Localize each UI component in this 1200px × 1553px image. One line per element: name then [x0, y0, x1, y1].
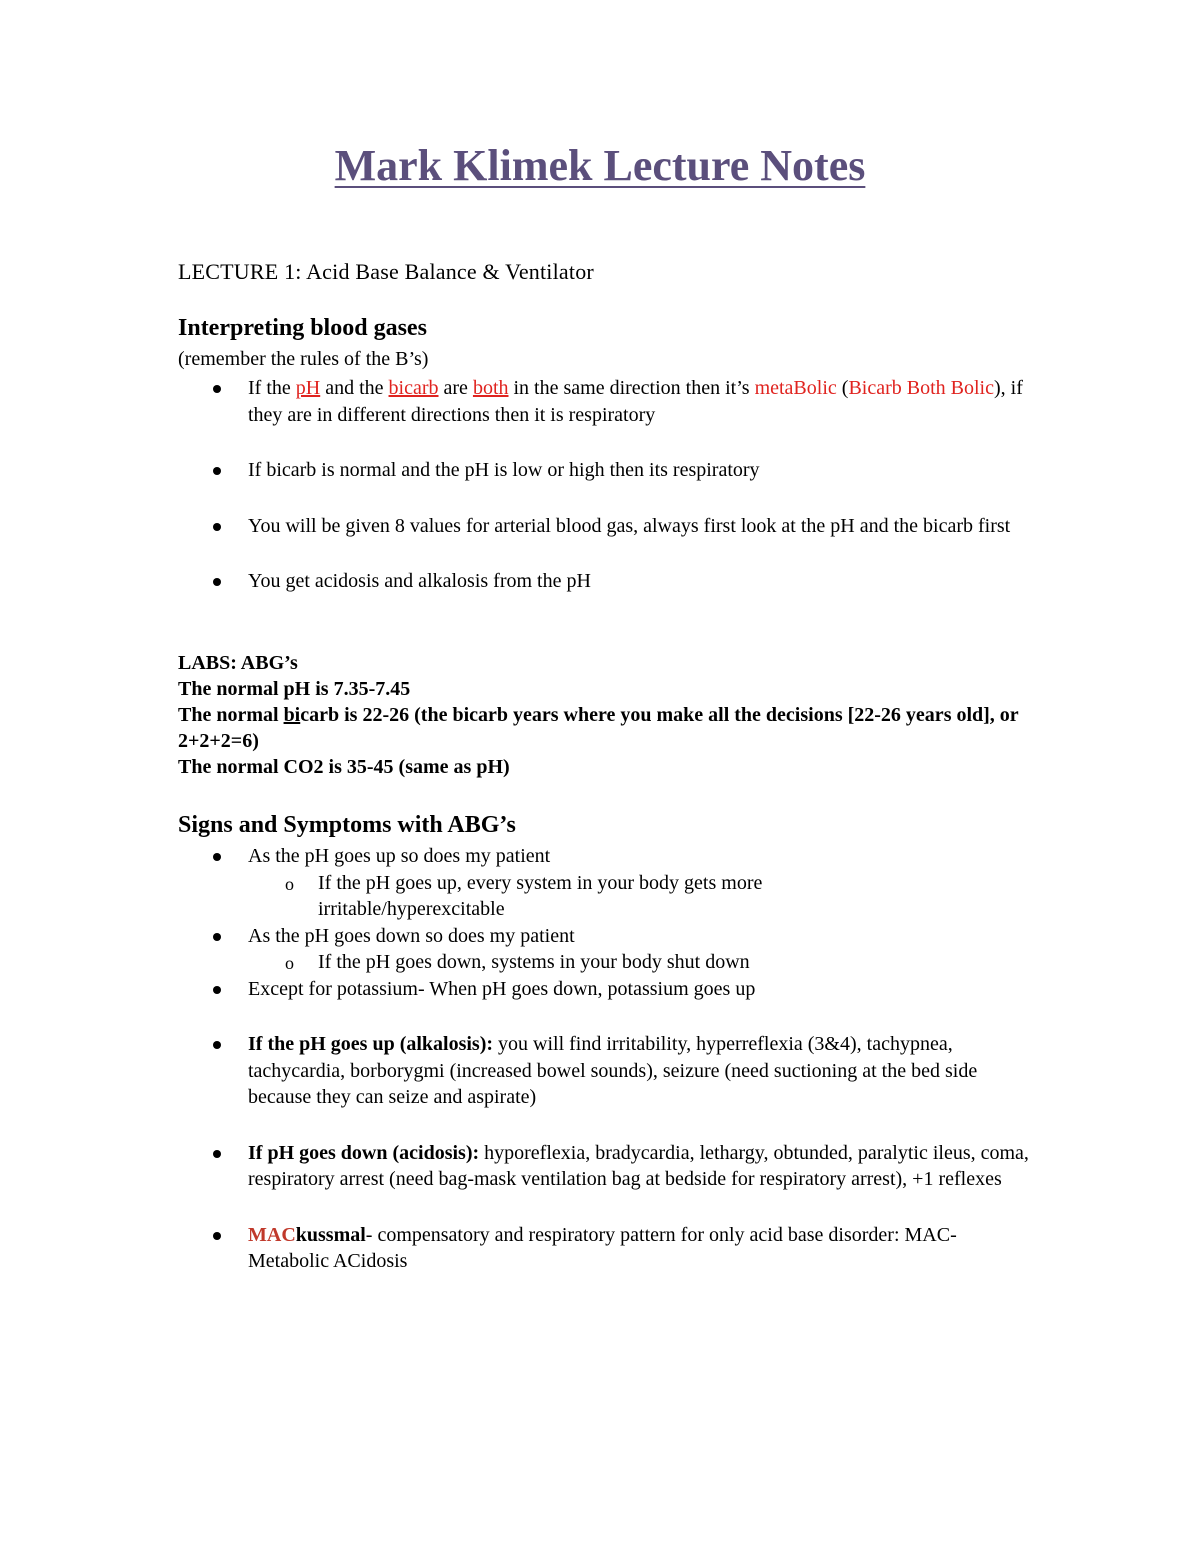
text-span: ( [836, 377, 849, 399]
text-span: kussmal [295, 1223, 366, 1246]
highlight-bicarb: bicarb [388, 377, 439, 399]
lecture-heading: LECTURE 1: Acid Base Balance & Ventilator [178, 259, 594, 284]
text-span: and the [320, 377, 389, 399]
labs-normal-ph: The normal pH is 7.35-7.45 [178, 678, 411, 700]
labs-normal-co2: The normal CO2 is 35-45 (same as pH) [178, 756, 510, 778]
sub-list-item-text: If the pH goes down, systems in your body shut down [318, 951, 750, 973]
list-item-text: As the pH goes up so does my patient [248, 845, 551, 867]
list-item-text: You will be given 8 values for arterial blood gas, always first look at the pH and the bicarb first [248, 514, 1011, 537]
labs-heading: LABS: ABG’s [178, 652, 298, 674]
list-item [178, 1222, 1038, 1275]
list-item [178, 568, 1038, 595]
section-heading-signs: Signs and Symptoms with ABG’s [178, 812, 516, 838]
highlight-ph: pH [295, 377, 321, 399]
bullet-icon [213, 578, 221, 586]
text-span: ), if they are in different directions then it is respiratory [248, 377, 1023, 426]
text-span: you will find irritability, hyperreflexia (3&4), tachypnea, tachycardia, borborygmi (increased bowel sounds), seizure (need suctioning at the bed side because they can seize and aspirate) [248, 1033, 978, 1108]
list-item [178, 976, 1038, 1003]
sub-list-item [248, 870, 878, 923]
text-span: are [438, 377, 473, 399]
text-span: - compensatory and respiratory pattern for only acid base disorder: MAC- Metabolic ACidosis [248, 1223, 957, 1272]
interpreting-list [178, 375, 1038, 595]
bullet-icon [213, 986, 221, 994]
list-item-text: Except for potassium- When pH goes down, potassium goes up [248, 977, 756, 1000]
highlight-bicarb-both-bolic: Bicarb Both Bolic [848, 377, 994, 399]
bullet-icon [213, 523, 221, 531]
sub-list [248, 949, 1038, 976]
bullet-icon [213, 933, 221, 941]
bullet-icon [213, 1150, 221, 1158]
text-span: If the [248, 377, 296, 399]
text-span: hyporeflexia, bradycardia, lethargy, obtunded, paralytic ileus, coma, respiratory arrest (need bag-mask ventilation bag at bedside for respiratory arrest), +1 reflexes [248, 1141, 1029, 1190]
list-item [178, 1140, 1038, 1193]
labs-normal-bicarb [178, 702, 1038, 754]
list-item [178, 457, 1038, 484]
sub-list-item [248, 949, 1038, 976]
circle-bullet-icon: o [285, 953, 294, 973]
list-item [178, 843, 1038, 923]
bullet-icon [213, 1232, 221, 1240]
sub-list [248, 870, 1038, 923]
text-span: MAC [248, 1223, 296, 1246]
list-item [178, 375, 1038, 428]
document-title: Mark Klimek Lecture Notes [334, 141, 866, 190]
highlight-both: both [472, 377, 509, 399]
list-item [178, 1031, 1038, 1111]
bullet-icon [213, 467, 221, 475]
section-subheading: (remember the rules of the B’s) [178, 348, 429, 370]
labs-block [178, 650, 1038, 780]
section-heading-interpreting: Interpreting blood gases [178, 315, 427, 341]
text-span: carb is 22-26 (the bicarb years where you make all the decisions [22-26 years old], or 2+2+2=6) [178, 704, 1019, 752]
list-item-text: You get acidosis and alkalosis from the pH [248, 570, 591, 592]
text-span: If pH goes down (acidosis): [248, 1141, 480, 1164]
sub-list-item-text: If the pH goes up, every system in your body gets more irritable/hyperexcitable [318, 871, 763, 920]
text-span: in the same direction then it’s [508, 377, 755, 399]
bullet-icon [213, 853, 221, 861]
signs-list [178, 843, 1038, 1275]
text-span: The normal [178, 704, 284, 726]
highlight-metabolic: metaBolic [754, 377, 837, 399]
bullet-icon [213, 1041, 221, 1049]
circle-bullet-icon: o [285, 873, 294, 894]
list-item-text: If bicarb is normal and the pH is low or high then its respiratory [248, 459, 760, 481]
list-item [178, 923, 1038, 976]
text-span: bi [283, 704, 301, 726]
text-span: If the pH goes up (alkalosis): [248, 1033, 494, 1055]
list-item [178, 513, 1038, 540]
bullet-icon [213, 385, 221, 393]
list-item-text: As the pH goes down so does my patient [248, 924, 575, 947]
